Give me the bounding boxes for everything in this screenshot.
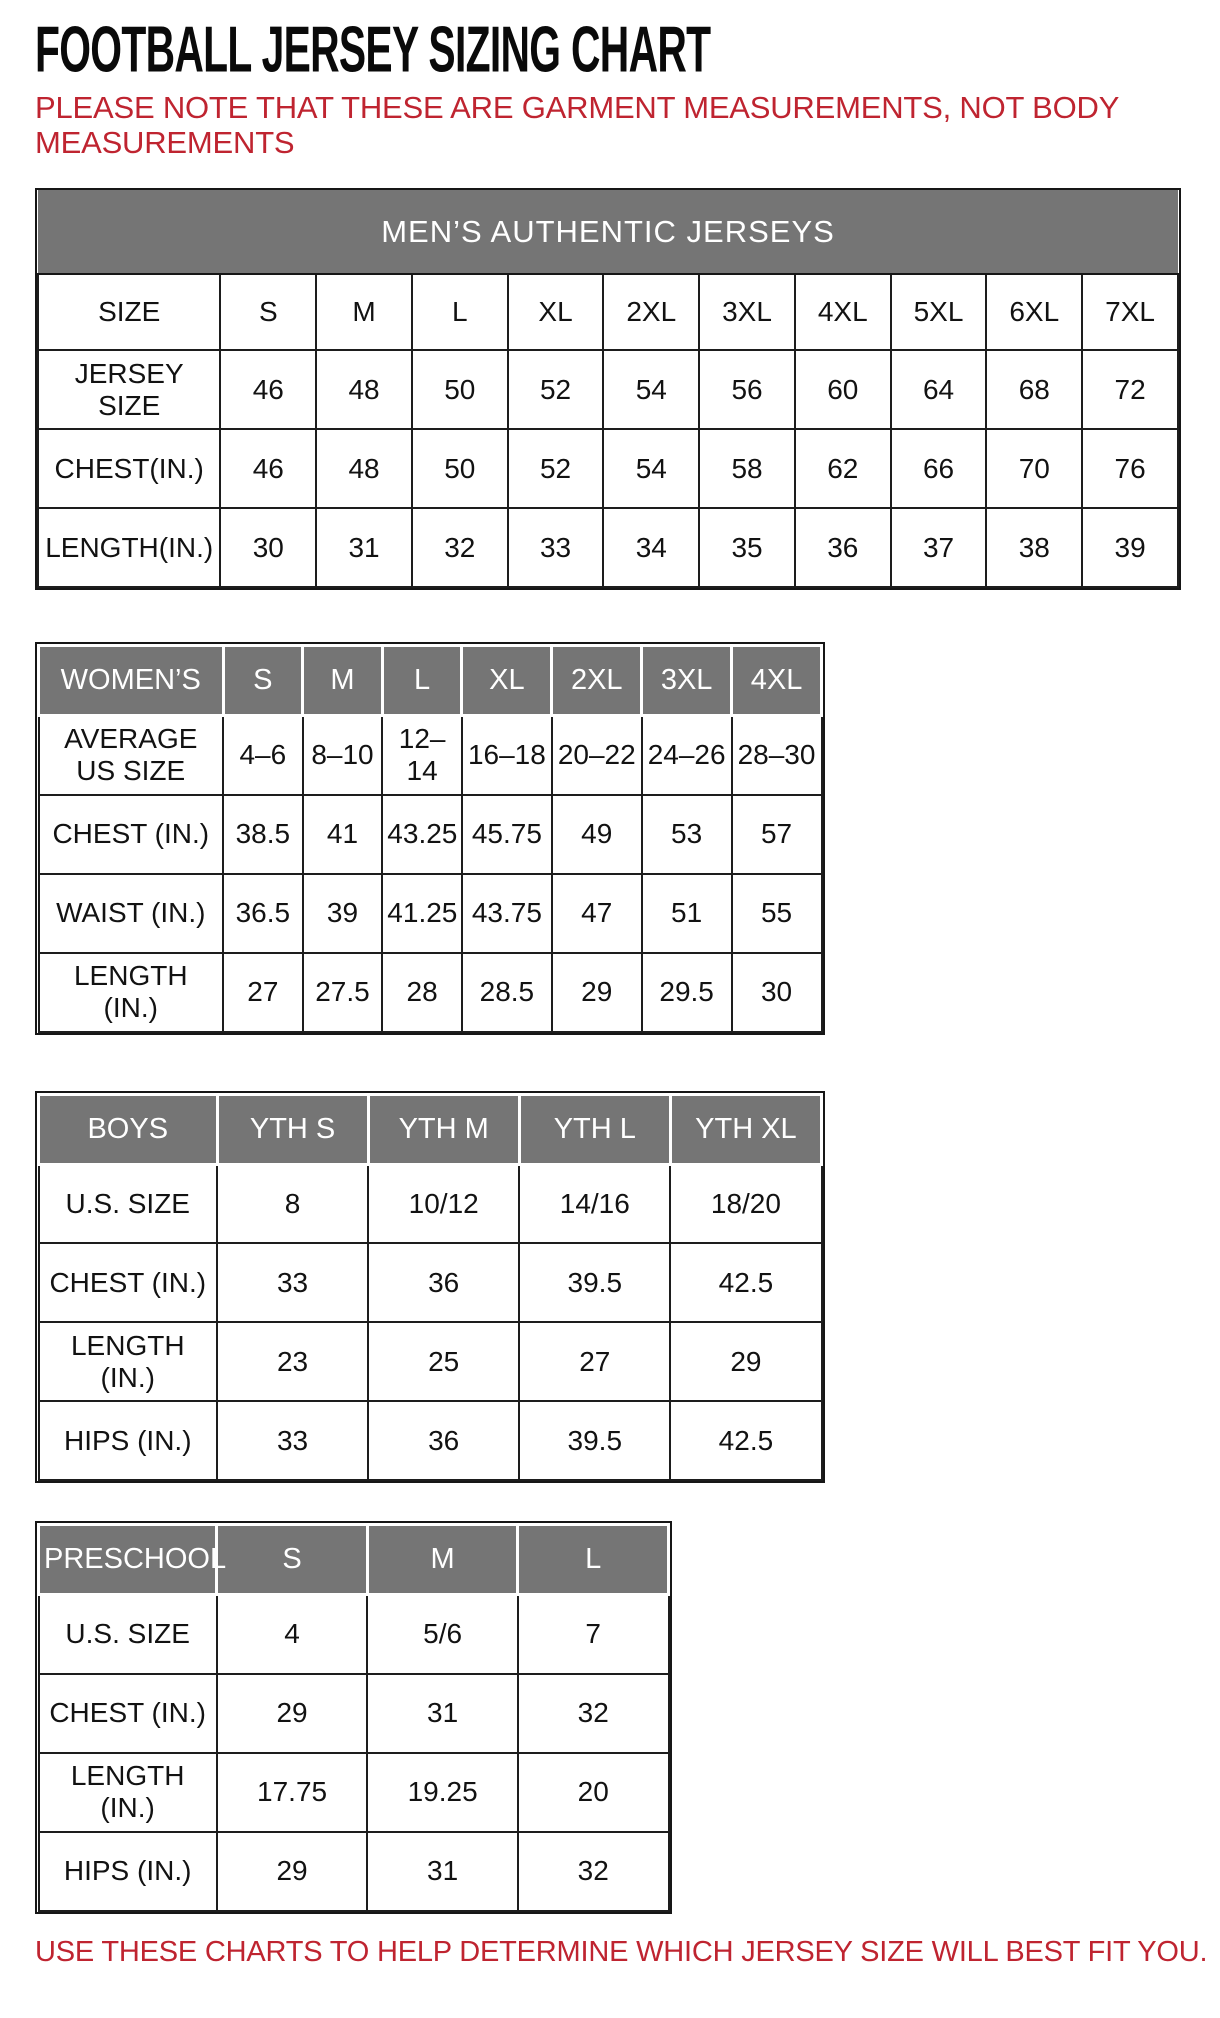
table-banner: MEN’S AUTHENTIC JERSEYS [38, 190, 1178, 274]
size-column-header: L [382, 646, 462, 716]
table-row [38, 429, 1178, 508]
row-label: CHEST(IN.) [38, 429, 220, 508]
value-cell: 41 [303, 795, 383, 874]
value-cell: 12–14 [382, 716, 462, 795]
value-cell: 29 [670, 1322, 821, 1401]
row-label: LENGTH (IN.) [39, 953, 224, 1032]
value-cell: 39.5 [519, 1401, 670, 1480]
value-cell: 42.5 [670, 1243, 821, 1322]
mens-table [37, 190, 1179, 588]
value-cell: 57 [732, 795, 822, 874]
value-cell: 51 [642, 874, 732, 953]
value-cell: 33 [217, 1401, 368, 1480]
value-cell: 36 [368, 1243, 519, 1322]
value-cell: 4–6 [223, 716, 303, 795]
value-cell: 30 [732, 953, 822, 1032]
value-cell: 32 [412, 508, 508, 587]
row-label: U.S. SIZE [39, 1164, 218, 1243]
footer-note: USE THESE CHARTS TO HELP DETERMINE WHICH JERSEY SIZE WILL BEST FIT YOU. [35, 1935, 1208, 1968]
value-cell: 70 [986, 429, 1082, 508]
value-cell: 52 [508, 429, 604, 508]
size-column-header: 2XL [552, 646, 642, 716]
value-cell: 33 [217, 1243, 368, 1322]
value-cell: 32 [518, 1832, 669, 1911]
table-header-row [39, 1525, 669, 1595]
value-cell: 49 [552, 795, 642, 874]
value-cell: 43.25 [382, 795, 462, 874]
table-row [39, 874, 822, 953]
size-column-header: S [223, 646, 303, 716]
preschool-sizing-table [35, 1521, 672, 1914]
table-row [39, 1164, 822, 1243]
value-cell: 28.5 [462, 953, 552, 1032]
value-cell: 36 [368, 1401, 519, 1480]
size-column-header: XL [508, 274, 604, 350]
table-banner-row [38, 190, 1178, 274]
size-column-header: YTH L [519, 1094, 670, 1164]
value-cell: 34 [603, 508, 699, 587]
table-row [39, 1401, 822, 1480]
value-cell: 20–22 [552, 716, 642, 795]
size-column-header: 2XL [603, 274, 699, 350]
value-cell: 8 [217, 1164, 368, 1243]
value-cell: 29 [217, 1832, 368, 1911]
table-header-row [39, 646, 822, 716]
value-cell: 66 [891, 429, 987, 508]
value-cell: 68 [986, 350, 1082, 429]
mens-sizing-table [35, 188, 1181, 590]
value-cell: 53 [642, 795, 732, 874]
row-label: JERSEY SIZE [38, 350, 220, 429]
size-column-header: L [412, 274, 508, 350]
garment-measurement-note: PLEASE NOTE THAT THESE ARE GARMENT MEASUREMENTS, NOT BODY MEASUREMENTS [35, 90, 1119, 161]
value-cell: 45.75 [462, 795, 552, 874]
value-cell: 39 [303, 874, 383, 953]
value-cell: 42.5 [670, 1401, 821, 1480]
table-header-row [39, 1094, 822, 1164]
table-row [39, 953, 822, 1032]
table-row [39, 1674, 669, 1753]
value-cell: 19.25 [367, 1753, 518, 1832]
sizing-tables-container [35, 188, 1182, 1914]
size-column-header: L [518, 1525, 669, 1595]
value-cell: 55 [732, 874, 822, 953]
womens-sizing-table [35, 642, 825, 1035]
value-cell: 54 [603, 350, 699, 429]
row-label: CHEST (IN.) [39, 1243, 218, 1322]
value-cell: 46 [220, 429, 316, 508]
value-cell: 39.5 [519, 1243, 670, 1322]
size-column-header: 4XL [732, 646, 822, 716]
table-row [39, 1753, 669, 1832]
size-column-header: 4XL [795, 274, 891, 350]
row-label: CHEST (IN.) [39, 795, 224, 874]
boys-sizing-table [35, 1091, 825, 1484]
row-label: U.S. SIZE [39, 1595, 217, 1674]
value-cell: 37 [891, 508, 987, 587]
size-column-header: S [220, 274, 316, 350]
value-cell: 46 [220, 350, 316, 429]
value-cell: 32 [518, 1674, 669, 1753]
womens-table [37, 644, 823, 1033]
value-cell: 36.5 [223, 874, 303, 953]
value-cell: 7 [518, 1595, 669, 1674]
table-row [38, 508, 1178, 587]
boys-table [37, 1093, 823, 1482]
row-label: HIPS (IN.) [39, 1401, 218, 1480]
value-cell: 10/12 [368, 1164, 519, 1243]
table-header-row [38, 274, 1178, 350]
row-label: AVERAGE US SIZE [39, 716, 224, 795]
value-cell: 8–10 [303, 716, 383, 795]
value-cell: 31 [316, 508, 412, 587]
value-cell: 43.75 [462, 874, 552, 953]
value-cell: 30 [220, 508, 316, 587]
size-column-header: 7XL [1082, 274, 1178, 350]
value-cell: 29 [217, 1674, 368, 1753]
value-cell: 36 [795, 508, 891, 587]
table-row [39, 716, 822, 795]
row-label: WAIST (IN.) [39, 874, 224, 953]
table-label-header: BOYS [39, 1094, 218, 1164]
value-cell: 76 [1082, 429, 1178, 508]
value-cell: 64 [891, 350, 987, 429]
table-label-header: PRESCHOOL [39, 1525, 217, 1595]
value-cell: 38.5 [223, 795, 303, 874]
value-cell: 28 [382, 953, 462, 1032]
size-column-header: S [217, 1525, 368, 1595]
size-column-header: XL [462, 646, 552, 716]
value-cell: 20 [518, 1753, 669, 1832]
value-cell: 27 [223, 953, 303, 1032]
value-cell: 47 [552, 874, 642, 953]
table-row [38, 350, 1178, 429]
value-cell: 35 [699, 508, 795, 587]
value-cell: 17.75 [217, 1753, 368, 1832]
table-row [39, 795, 822, 874]
value-cell: 24–26 [642, 716, 732, 795]
table-label-header: WOMEN’S [39, 646, 224, 716]
table-row [39, 1243, 822, 1322]
value-cell: 39 [1082, 508, 1178, 587]
value-cell: 52 [508, 350, 604, 429]
value-cell: 27 [519, 1322, 670, 1401]
value-cell: 31 [367, 1832, 518, 1911]
value-cell: 50 [412, 429, 508, 508]
preschool-table [37, 1523, 670, 1912]
value-cell: 48 [316, 350, 412, 429]
value-cell: 58 [699, 429, 795, 508]
value-cell: 29.5 [642, 953, 732, 1032]
value-cell: 56 [699, 350, 795, 429]
value-cell: 27.5 [303, 953, 383, 1032]
row-label: LENGTH (IN.) [39, 1322, 218, 1401]
size-column-header: M [303, 646, 383, 716]
value-cell: 5/6 [367, 1595, 518, 1674]
value-cell: 28–30 [732, 716, 822, 795]
value-cell: 50 [412, 350, 508, 429]
value-cell: 31 [367, 1674, 518, 1753]
value-cell: 16–18 [462, 716, 552, 795]
value-cell: 23 [217, 1322, 368, 1401]
size-column-header: 6XL [986, 274, 1082, 350]
row-label: LENGTH (IN.) [39, 1753, 217, 1832]
value-cell: 29 [552, 953, 642, 1032]
value-cell: 25 [368, 1322, 519, 1401]
value-cell: 38 [986, 508, 1082, 587]
value-cell: 14/16 [519, 1164, 670, 1243]
row-label: LENGTH(IN.) [38, 508, 220, 587]
value-cell: 18/20 [670, 1164, 821, 1243]
value-cell: 72 [1082, 350, 1178, 429]
value-cell: 60 [795, 350, 891, 429]
value-cell: 54 [603, 429, 699, 508]
value-cell: 41.25 [382, 874, 462, 953]
table-row [39, 1832, 669, 1911]
size-column-header: M [367, 1525, 518, 1595]
size-column-header: M [316, 274, 412, 350]
size-column-header: YTH S [217, 1094, 368, 1164]
row-label: HIPS (IN.) [39, 1832, 217, 1911]
size-column-header: 3XL [642, 646, 732, 716]
table-row [39, 1322, 822, 1401]
table-label-header: SIZE [38, 274, 220, 350]
value-cell: 33 [508, 508, 604, 587]
row-label: CHEST (IN.) [39, 1674, 217, 1753]
table-row [39, 1595, 669, 1674]
size-column-header: 5XL [891, 274, 987, 350]
size-column-header: 3XL [699, 274, 795, 350]
value-cell: 62 [795, 429, 891, 508]
size-column-header: YTH XL [670, 1094, 821, 1164]
size-column-header: YTH M [368, 1094, 519, 1164]
value-cell: 48 [316, 429, 412, 508]
value-cell: 4 [217, 1595, 368, 1674]
page-title: FOOTBALL JERSEY SIZING CHART [35, 13, 711, 86]
